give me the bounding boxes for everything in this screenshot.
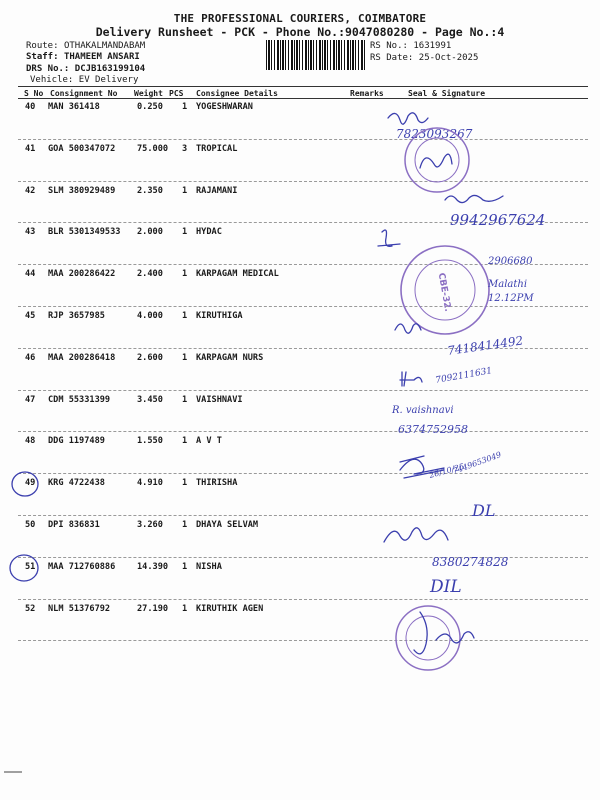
row-pcs: 1 (182, 269, 188, 280)
signature-50 (384, 528, 448, 542)
row-pcs: 1 (182, 352, 188, 363)
row-consignee: YOGESHWARAN (196, 102, 253, 112)
company-title: THE PROFESSIONAL COURIERS, COIMBATORE (173, 12, 427, 25)
handwritten-time-44: 12.12PM (488, 293, 534, 304)
signature-43 (378, 230, 400, 246)
row-consignee: KARPAGAM MEDICAL (196, 269, 279, 280)
row-weight: 4.910 (137, 478, 163, 489)
row-sno: 40 (25, 102, 36, 112)
route-value: OTHAKALMANDABAM (63, 41, 146, 51)
row-pcs: 1 (182, 561, 188, 572)
signature-52 (414, 612, 474, 654)
signature-45 (395, 324, 421, 333)
row-pcs: 3 (182, 143, 188, 154)
row-consignment-no: MAA 712760886 (48, 561, 116, 572)
drs-label: DRS No.: (26, 64, 70, 74)
row-consignment-no: DPI 836831 (48, 520, 100, 530)
row-consignment-no: BLR 5301349533 (48, 227, 121, 238)
runsheet-subtitle: Delivery Runsheet - PCK - Phone No.:9047080280 - Page No.:4 (95, 25, 505, 39)
row-weight: 1.550 (137, 436, 163, 447)
row-sno: 41 (25, 143, 36, 154)
col-pcs: PCS (169, 89, 184, 98)
handwritten-name-47: R. vaishnavi (392, 405, 454, 416)
row-consignment-no: MAA 200286418 (48, 352, 116, 363)
col-weight: Weight (134, 89, 163, 98)
signature-40 (388, 113, 428, 124)
row-consignee: RAJAMANI (196, 185, 238, 196)
row-weight: 2.350 (137, 185, 163, 196)
drs-value: DCJB163199104 (74, 64, 146, 74)
staff-value: THAMEEM ANSARI (63, 52, 140, 62)
row-consignee: KIRUTHIGA (196, 311, 243, 321)
row-consignment-no: CDM 55331399 (48, 394, 111, 405)
route-label: Route: (26, 41, 59, 51)
row-pcs: 1 (182, 227, 188, 238)
row-consignment-no: MAN 361418 (48, 102, 100, 112)
row-consignment-no: RJP 3657985 (48, 311, 105, 321)
handwritten-phone-46: 7092111631 (434, 366, 493, 386)
vehicle-value: EV Delivery (78, 75, 139, 85)
row-consignment-no: SLM 380929489 (48, 185, 116, 196)
row-pcs: 1 (182, 478, 188, 489)
row-sno: 48 (25, 436, 36, 447)
rs-no-value: 1631991 (413, 41, 452, 51)
handwritten-phone-47: 6374752958 (398, 423, 468, 436)
handwritten-phone-50: 8380274828 (432, 555, 509, 569)
signature-42 (445, 195, 503, 202)
handwritten-phone-48: 7449653049 (451, 450, 503, 476)
handwritten-mark-51: DIL (430, 577, 462, 597)
row-consignment-no: GOA 500347072 (48, 143, 116, 154)
row-pcs: 1 (182, 102, 188, 112)
handwritten-phone-40: 7823093267 (396, 127, 473, 141)
row-pcs: 1 (182, 603, 188, 614)
signature-41 (420, 154, 452, 168)
row-consignment-no: NLM 51376792 (48, 603, 111, 614)
handwritten-mark-49: DL (472, 501, 496, 520)
row-pcs: 1 (182, 311, 188, 321)
row-sno: 51 (25, 561, 36, 572)
staff-label: Staff: (26, 52, 59, 62)
row-consignee: VAISHNAVI (196, 394, 243, 405)
row-sno: 43 (25, 227, 36, 238)
row-sno: 45 (25, 311, 36, 321)
handwritten-name-44: Malathi (488, 279, 528, 290)
col-consignee: Consignee Details (196, 89, 278, 98)
row-consignment-no: MAA 200286422 (48, 269, 116, 280)
handwritten-date-48: 26/10/25 (428, 461, 466, 480)
row-weight: 14.390 (137, 561, 169, 572)
row-weight: 75.000 (137, 143, 169, 154)
circle-mark-51 (10, 555, 38, 581)
row-weight: 2.600 (137, 352, 163, 363)
row-consignee: A V T (196, 436, 222, 447)
row-weight: 2.000 (137, 227, 163, 238)
col-sno: S No (24, 89, 44, 98)
row-consignee: NISHA (196, 561, 222, 572)
rs-date-value: 25-Oct-2025 (418, 53, 479, 63)
col-seal: Seal & Signature (408, 89, 486, 98)
row-weight: 4.000 (137, 311, 163, 321)
handwritten-phone-42: 9942967624 (450, 211, 546, 229)
circle-mark-49 (12, 472, 38, 496)
rs-no-label: RS No.: (370, 41, 408, 51)
handwritten-phone-43: 2906680 (488, 256, 533, 267)
col-remarks: Remarks (350, 89, 384, 98)
row-weight: 2.400 (137, 269, 163, 280)
row-consignee: KARPAGAM NURS (196, 352, 264, 363)
company-stamp-1 (405, 128, 469, 192)
row-pcs: 1 (182, 185, 188, 196)
row-consignment-no: KRG 4722438 (48, 478, 105, 489)
row-pcs: 1 (182, 394, 188, 405)
handwritten-phone-45: 7418414492 (446, 333, 525, 358)
vehicle-label: Vehicle: (30, 75, 74, 85)
col-consignment: Consignment No (50, 89, 118, 98)
row-sno: 44 (25, 269, 36, 280)
row-pcs: 1 (182, 520, 188, 530)
row-pcs: 1 (182, 436, 188, 447)
row-consignee: TROPICAL (196, 143, 238, 154)
row-sno: 47 (25, 394, 36, 405)
row-consignee: KIRUTHIK AGEN (196, 603, 264, 614)
row-sno: 42 (25, 185, 36, 196)
signature-46 (400, 372, 422, 386)
row-sno: 49 (25, 478, 36, 489)
row-weight: 3.450 (137, 394, 163, 405)
row-weight: 3.260 (137, 520, 163, 530)
row-sno: 46 (25, 352, 36, 363)
row-consignee: THIRISHA (196, 478, 238, 489)
row-weight: 0.250 (137, 102, 163, 112)
stamp-center-text: CBE-32. (435, 272, 453, 313)
row-sno: 50 (25, 520, 36, 530)
row-sno: 52 (25, 603, 36, 614)
row-consignee: DHAYA SELVAM (196, 520, 259, 530)
rs-date-label: RS Date: (370, 53, 414, 63)
company-stamp-2 (401, 246, 489, 334)
row-weight: 27.190 (137, 603, 169, 614)
row-consignee: HYDAC (196, 227, 222, 238)
row-consignment-no: DDG 1197489 (48, 436, 105, 447)
